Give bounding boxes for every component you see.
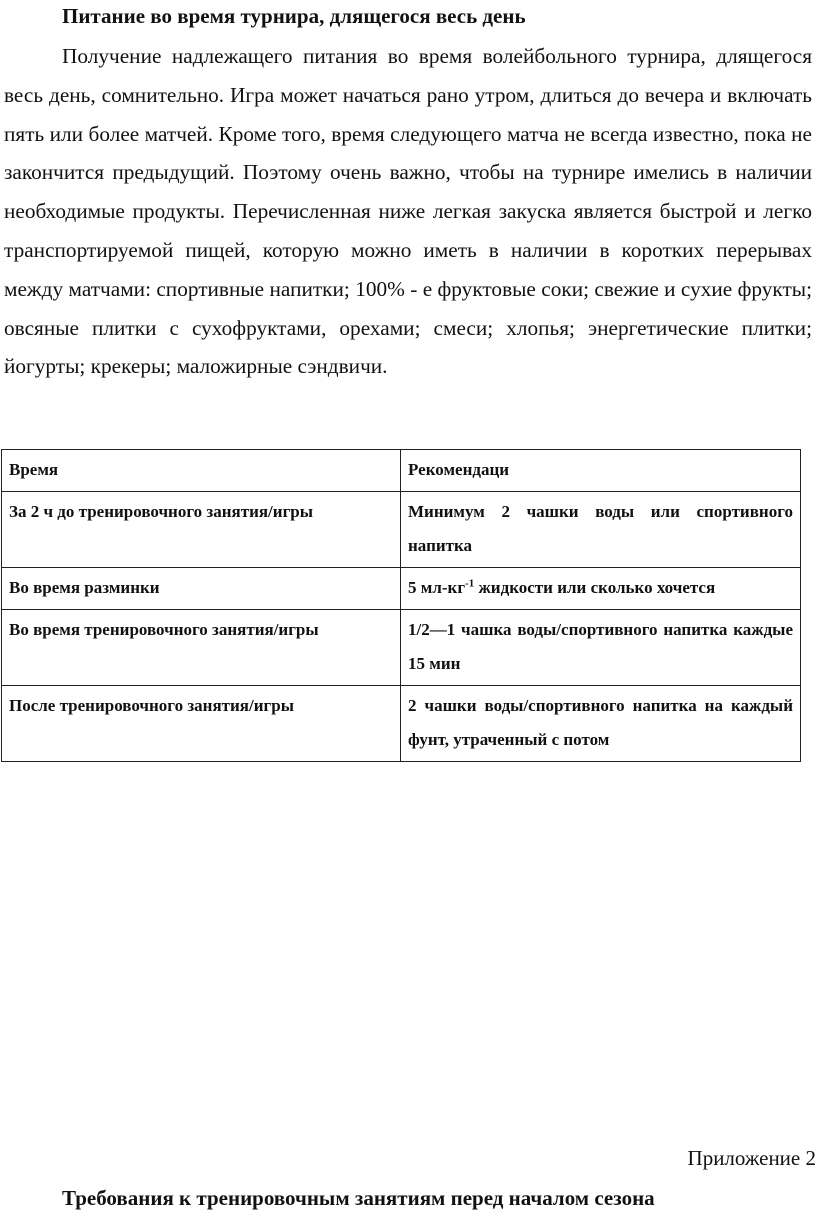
recommendations-table: [1, 449, 801, 762]
table-row: [2, 492, 801, 568]
table-row: [2, 568, 801, 610]
appendix-label: Приложение 2: [687, 1146, 816, 1170]
table-header-row: [2, 450, 801, 492]
table-cell-time: После тренировочного занятия/игры: [2, 686, 401, 762]
section-paragraph: Получение надлежащего питания во время волейбольного турнира, длящегося весь день, сомнительно. Игра может начаться рано утром, длиться до вечера и включать пять или более матчей. Кроме того, время следующего матча не всегда известно, пока не закончится предыдущий. Поэтому очень важно, чтобы на турнире имелись в наличии необходимые продукты. Перечисленная ниже легкая закуска является быстрой и легко транспортируемой пищей, которую можно иметь в наличии в коротких перерывах между матчами: спортивные напитки; 100% - е фруктовые соки; свежие и сухие фрукты; овсяные плитки с сухофруктами, орехами; смеси; хлопья; энергетические плитки; йогурты; крекеры; маложирные сэндвичи.: [4, 44, 812, 379]
table-cell-recommendation: Минимум 2 чашки воды или спортивного напитка: [401, 492, 801, 568]
section-title: Питание во время турнира, длящегося весь день: [62, 4, 526, 28]
table-row: [2, 686, 801, 762]
dose-value: 5 мл-кг: [408, 578, 466, 597]
dose-text: жидкости или сколько хочется: [474, 578, 716, 597]
appendix-title: Требования к тренировочным занятиям перед началом сезона: [62, 1186, 655, 1210]
table-row: [2, 610, 801, 686]
column-header-time: Время: [2, 450, 401, 492]
table-cell-time: Во время разминки: [2, 568, 401, 610]
table-cell-recommendation: [401, 568, 801, 610]
dose-exponent: -1: [465, 577, 475, 590]
table-cell-recommendation: 1/2—1 чашка воды/спортивного напитка каждые 15 мин: [401, 610, 801, 686]
table-cell-recommendation: 2 чашки воды/спортивного напитка на каждый фунт, утраченный с потом: [401, 686, 801, 762]
table-cell-time: За 2 ч до тренировочного занятия/игры: [2, 492, 401, 568]
column-header-recommendation: Рекомендаци: [401, 450, 801, 492]
table-cell-time: Во время тренировочного занятия/игры: [2, 610, 401, 686]
